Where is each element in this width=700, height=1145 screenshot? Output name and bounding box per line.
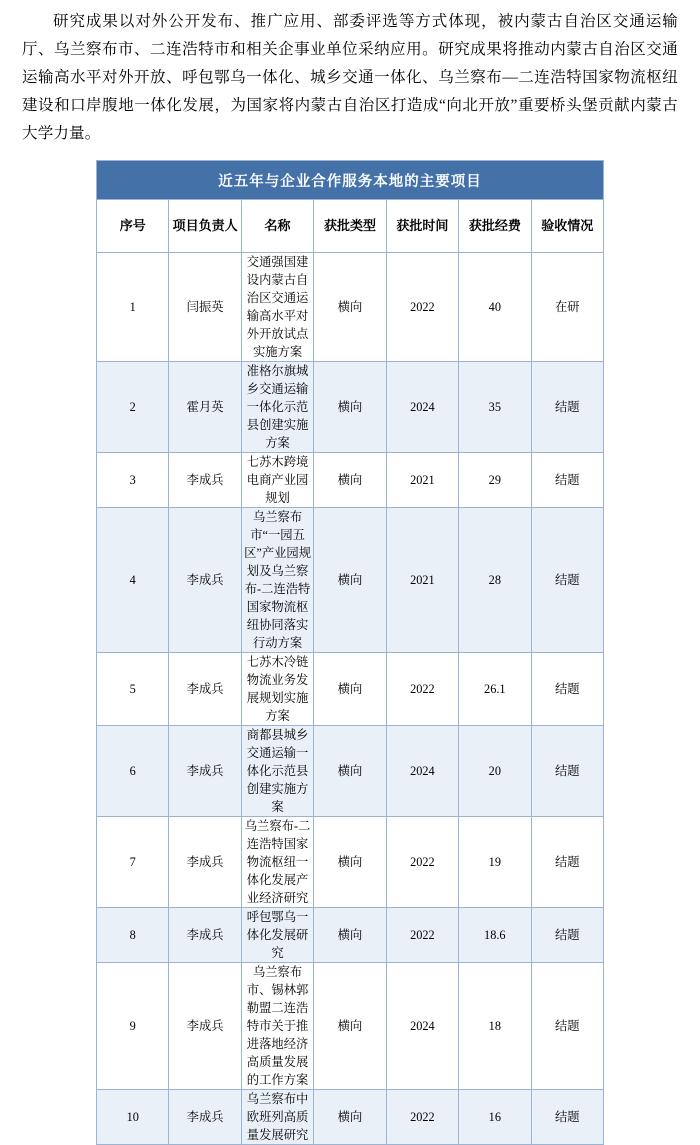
cell-num: 7 [97, 817, 169, 908]
cell-fund: 29 [459, 453, 531, 508]
cell-leader: 闫振英 [169, 253, 241, 362]
cell-date: 2024 [386, 362, 458, 453]
cell-fund: 19 [459, 817, 531, 908]
cell-accept: 结题 [531, 963, 603, 1090]
cell-fund: 20 [459, 726, 531, 817]
cell-name: 乌兰察布中欧班列高质量发展研究 [241, 1090, 313, 1145]
cell-leader: 李成兵 [169, 963, 241, 1090]
cell-type: 横向 [314, 817, 386, 908]
cell-accept: 结题 [531, 817, 603, 908]
cell-accept: 结题 [531, 653, 603, 726]
cell-name: 呼包鄂乌一体化发展研究 [241, 908, 313, 963]
table-row [97, 653, 604, 726]
table-row [97, 726, 604, 817]
table-title-row [97, 161, 604, 200]
cell-type: 横向 [314, 653, 386, 726]
cell-leader: 李成兵 [169, 908, 241, 963]
cell-date: 2021 [386, 453, 458, 508]
cell-leader: 李成兵 [169, 508, 241, 653]
cell-accept: 结题 [531, 362, 603, 453]
table-row [97, 508, 604, 653]
cell-leader: 霍月英 [169, 362, 241, 453]
cell-date: 2022 [386, 1090, 458, 1145]
cell-date: 2022 [386, 253, 458, 362]
cell-accept: 结题 [531, 453, 603, 508]
cell-leader: 李成兵 [169, 817, 241, 908]
cell-type: 横向 [314, 362, 386, 453]
cell-name: 商都县城乡交通运输一体化示范县创建实施方案 [241, 726, 313, 817]
cell-fund: 40 [459, 253, 531, 362]
table-row [97, 362, 604, 453]
column-header-accept: 验收情况 [531, 200, 603, 253]
column-header-type: 获批类型 [314, 200, 386, 253]
cell-type: 横向 [314, 908, 386, 963]
cell-num: 2 [97, 362, 169, 453]
table-row [97, 253, 604, 362]
cell-accept: 在研 [531, 253, 603, 362]
table-header-row [97, 200, 604, 253]
cell-name: 交通强国建设内蒙古自治区交通运输高水平对外开放试点实施方案 [241, 253, 313, 362]
cell-leader: 李成兵 [169, 726, 241, 817]
projects-table-wrapper [96, 160, 604, 1145]
column-header-leader: 项目负责人 [169, 200, 241, 253]
cell-date: 2021 [386, 508, 458, 653]
cell-date: 2024 [386, 726, 458, 817]
cell-type: 横向 [314, 1090, 386, 1145]
column-header-date: 获批时间 [386, 200, 458, 253]
cell-name: 乌兰察布-二连浩特国家物流枢纽一体化发展产业经济研究 [241, 817, 313, 908]
cell-num: 4 [97, 508, 169, 653]
cell-fund: 18 [459, 963, 531, 1090]
column-header-num: 序号 [97, 200, 169, 253]
cell-accept: 结题 [531, 508, 603, 653]
cell-leader: 李成兵 [169, 453, 241, 508]
cell-accept: 结题 [531, 908, 603, 963]
cell-fund: 35 [459, 362, 531, 453]
cell-num: 8 [97, 908, 169, 963]
cell-fund: 16 [459, 1090, 531, 1145]
cell-name: 乌兰察布市“一园五区”产业园规划及乌兰察布-二连浩特国家物流枢纽协同落实行动方案 [241, 508, 313, 653]
cell-num: 9 [97, 963, 169, 1090]
cell-fund: 26.1 [459, 653, 531, 726]
cell-date: 2022 [386, 908, 458, 963]
cell-type: 横向 [314, 726, 386, 817]
table-row [97, 1090, 604, 1145]
cell-num: 1 [97, 253, 169, 362]
column-header-name: 名称 [241, 200, 313, 253]
cell-name: 准格尔旗城乡交通运输一体化示范县创建实施方案 [241, 362, 313, 453]
cell-type: 横向 [314, 508, 386, 653]
body-paragraph: 研究成果以对外公开发布、推广应用、部委评选等方式体现，被内蒙古自治区交通运输厅、乌兰察布市、二连浩特市和相关企事业单位采纳应用。研究成果将推动内蒙古自治区交通运输高水平对外开放、呼包鄂乌一体化、城乡交通一体化、乌兰察布—二连浩特国家物流枢纽建设和口岸腹地一体化发展，为国家将内蒙古自治区打造成“向北开放”重要桥头堡贡献内蒙古大学力量。 [22, 13, 678, 142]
cell-fund: 18.6 [459, 908, 531, 963]
cell-type: 横向 [314, 253, 386, 362]
table-row [97, 963, 604, 1090]
table-row [97, 817, 604, 908]
cell-accept: 结题 [531, 726, 603, 817]
cell-num: 10 [97, 1090, 169, 1145]
cell-type: 横向 [314, 963, 386, 1090]
cell-date: 2024 [386, 963, 458, 1090]
cell-name: 七苏木跨境电商产业园规划 [241, 453, 313, 508]
cell-date: 2022 [386, 653, 458, 726]
cell-num: 6 [97, 726, 169, 817]
cell-name: 七苏木冷链物流业务发展规划实施方案 [241, 653, 313, 726]
cell-name: 乌兰察布市、锡林郭勒盟二连浩特市关于推进落地经济高质量发展的工作方案 [241, 963, 313, 1090]
cell-type: 横向 [314, 453, 386, 508]
cell-leader: 李成兵 [169, 653, 241, 726]
cell-leader: 李成兵 [169, 1090, 241, 1145]
projects-table [96, 160, 604, 1145]
table-row [97, 453, 604, 508]
cell-accept: 结题 [531, 1090, 603, 1145]
table-title: 近五年与企业合作服务本地的主要项目 [97, 161, 604, 200]
table-row [97, 908, 604, 963]
cell-date: 2022 [386, 817, 458, 908]
cell-num: 3 [97, 453, 169, 508]
cell-num: 5 [97, 653, 169, 726]
cell-fund: 28 [459, 508, 531, 653]
column-header-fund: 获批经费 [459, 200, 531, 253]
